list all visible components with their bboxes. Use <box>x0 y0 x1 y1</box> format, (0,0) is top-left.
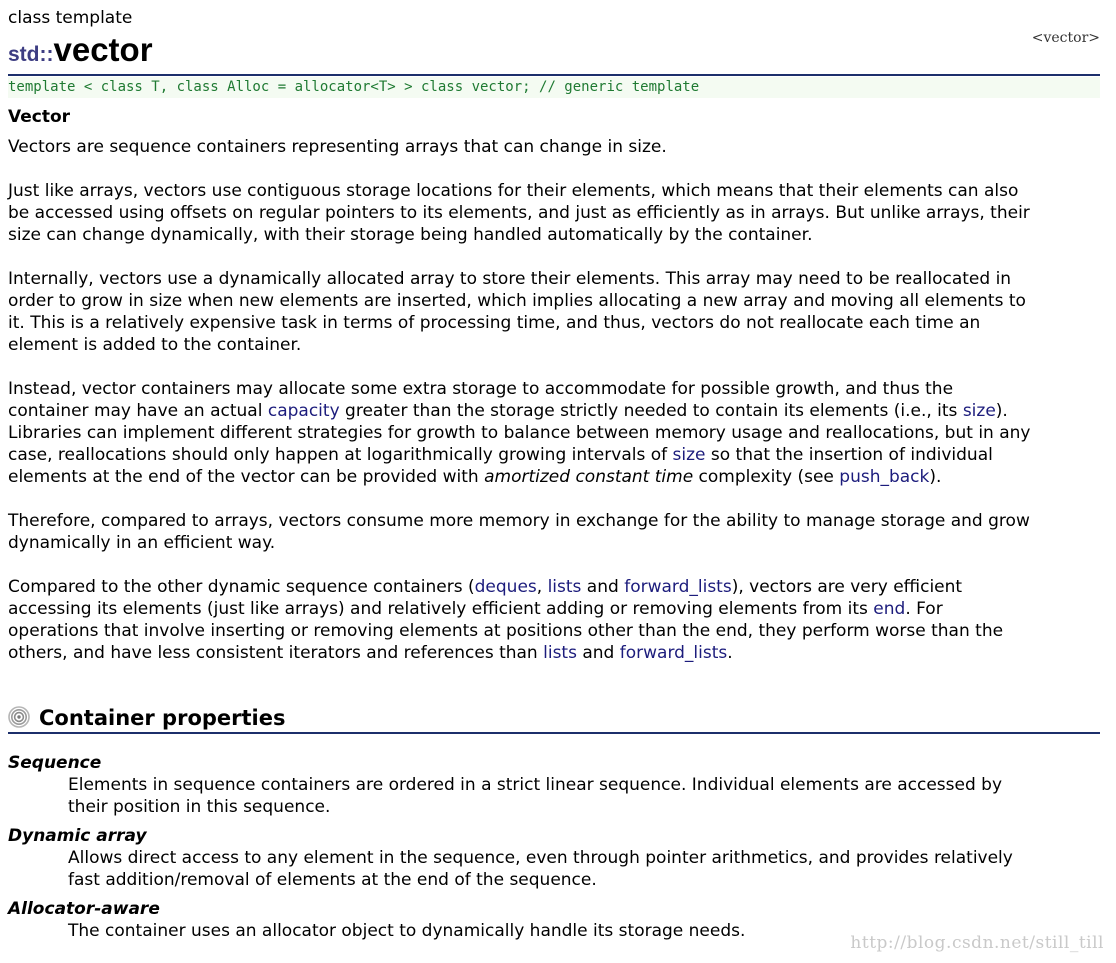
paragraph-line: Just like arrays, vectors use contiguous storage locations for their elements, which means that their elements can also <box>8 181 1019 201</box>
text-segment: greater than the storage strictly needed to contain its elements (i.e., its <box>339 401 963 421</box>
text-segment: . <box>727 643 733 663</box>
container-properties-section <box>8 703 1100 733</box>
text-segment: container may have an actual <box>8 401 268 421</box>
end-link[interactable]: end <box>873 599 906 619</box>
section-title: Container properties <box>39 706 286 730</box>
fingerprint-icon <box>8 706 30 728</box>
paragraph-line: it. This is a relatively expensive task in terms of processing time, and thus, vectors do not reallocate each time an <box>8 313 981 333</box>
paragraph-line <box>8 400 1100 422</box>
paragraph-comparison <box>8 576 1100 664</box>
paragraph-line: The container uses an allocator object to dynamically handle its storage needs. <box>68 921 746 941</box>
lists-link[interactable]: lists <box>547 577 582 597</box>
paragraph-line <box>8 576 1100 598</box>
text-segment: ). <box>929 467 942 487</box>
text-segment: others, and have less consistent iterators and references than <box>8 643 544 663</box>
class-name: vector <box>53 31 153 68</box>
header-file-link[interactable]: <vector> <box>1031 30 1100 46</box>
title-divider <box>8 74 1100 76</box>
paragraph-internal <box>8 268 1100 356</box>
paragraph-line <box>8 598 1100 620</box>
template-prototype: template < class T, class Alloc = allocator<T> > class vector; // generic template <box>8 77 1100 98</box>
property-description <box>68 774 1002 818</box>
property-term: Sequence <box>8 753 102 773</box>
paragraph-intro <box>8 136 1100 158</box>
text-segment: and <box>576 643 620 663</box>
paragraph-line: Libraries can implement different strategies for growth to balance between memory usage and reallocations, but in any <box>8 423 1031 443</box>
paragraph-capacity <box>8 378 1100 488</box>
paragraph-line: Internally, vectors use a dynamically allocated array to store their elements. This array may need to be reallocated in <box>8 269 1012 289</box>
paragraph-line: their position in this sequence. <box>68 797 331 817</box>
text-segment: . For <box>905 599 943 619</box>
text-segment: case, reallocations should only happen at logarithmically growing intervals of <box>8 445 673 465</box>
paragraph-line: size can change dynamically, with their storage being handled automatically by the container. <box>8 225 813 245</box>
paragraph-line: be accessed using offsets on regular pointers to its elements, and just as efficiently as in arrays. But unlike arrays, their <box>8 203 1030 223</box>
section-divider <box>8 732 1100 734</box>
paragraph-contiguous <box>8 180 1100 246</box>
paragraph-line <box>8 466 1100 488</box>
paragraph-memory <box>8 510 1100 554</box>
paragraph-line <box>8 444 1100 466</box>
emphasis-text: amortized constant time <box>484 467 694 487</box>
text-segment: accessing its elements (just like arrays) and relatively efficient adding or removing elements from its <box>8 599 874 619</box>
paragraph-line: Vectors are sequence containers representing arrays that can change in size. <box>8 137 667 157</box>
deques-link[interactable]: deques <box>474 577 537 597</box>
text-segment: ). <box>995 401 1008 421</box>
text-segment: , <box>536 577 548 597</box>
paragraph-line: Allows direct access to any element in the sequence, even through pointer arithmetics, and provides relatively <box>68 848 1013 868</box>
namespace-prefix: std:: <box>8 43 54 66</box>
push-back-link[interactable]: push_back <box>839 467 930 487</box>
watermark-text: http://blog.csdn.net/still_till <box>850 933 1104 953</box>
text-segment: elements at the end of the vector can be provided with <box>8 467 485 487</box>
size-link[interactable]: size <box>962 401 996 421</box>
paragraph-line: Elements in sequence containers are ordered in a strict linear sequence. Individual elements are accessed by <box>68 775 1003 795</box>
text-segment: complexity (see <box>693 467 840 487</box>
paragraph-line: operations that involve inserting or removing elements at positions other than the end, they perform worse than the <box>8 621 1004 641</box>
property-description <box>68 920 745 942</box>
capacity-link[interactable]: capacity <box>267 401 340 421</box>
property-term: Dynamic array <box>8 826 147 846</box>
size-link[interactable]: size <box>672 445 706 465</box>
description-heading: Vector <box>8 107 71 127</box>
paragraph-line: Instead, vector containers may allocate some extra storage to accommodate for possible growth, and thus the <box>8 379 954 399</box>
property-description <box>68 847 1013 891</box>
paragraph-line: dynamically in an efficient way. <box>8 533 276 553</box>
paragraph-line: order to grow in size when new elements are inserted, which implies allocating a new array and moving all elements to <box>8 291 1026 311</box>
text-segment: and <box>581 577 625 597</box>
forward-lists-link[interactable]: forward_lists <box>619 643 728 663</box>
paragraph-line: element is added to the container. <box>8 335 302 355</box>
paragraph-line <box>8 642 1100 664</box>
text-segment: Compared to the other dynamic sequence containers ( <box>8 577 475 597</box>
lists-link[interactable]: lists <box>543 643 577 663</box>
text-segment: so that the insertion of individual <box>705 445 993 465</box>
forward-lists-link[interactable]: forward_lists <box>624 577 732 597</box>
entity-kind: class template <box>8 8 133 28</box>
page-title <box>8 30 153 76</box>
property-term: Allocator-aware <box>8 899 160 919</box>
paragraph-line: fast addition/removal of elements at the end of the sequence. <box>68 870 597 890</box>
text-segment: ), vectors are very efficient <box>731 577 963 597</box>
paragraph-line: Therefore, compared to arrays, vectors consume more memory in exchange for the ability to manage storage and grow <box>8 511 1030 531</box>
